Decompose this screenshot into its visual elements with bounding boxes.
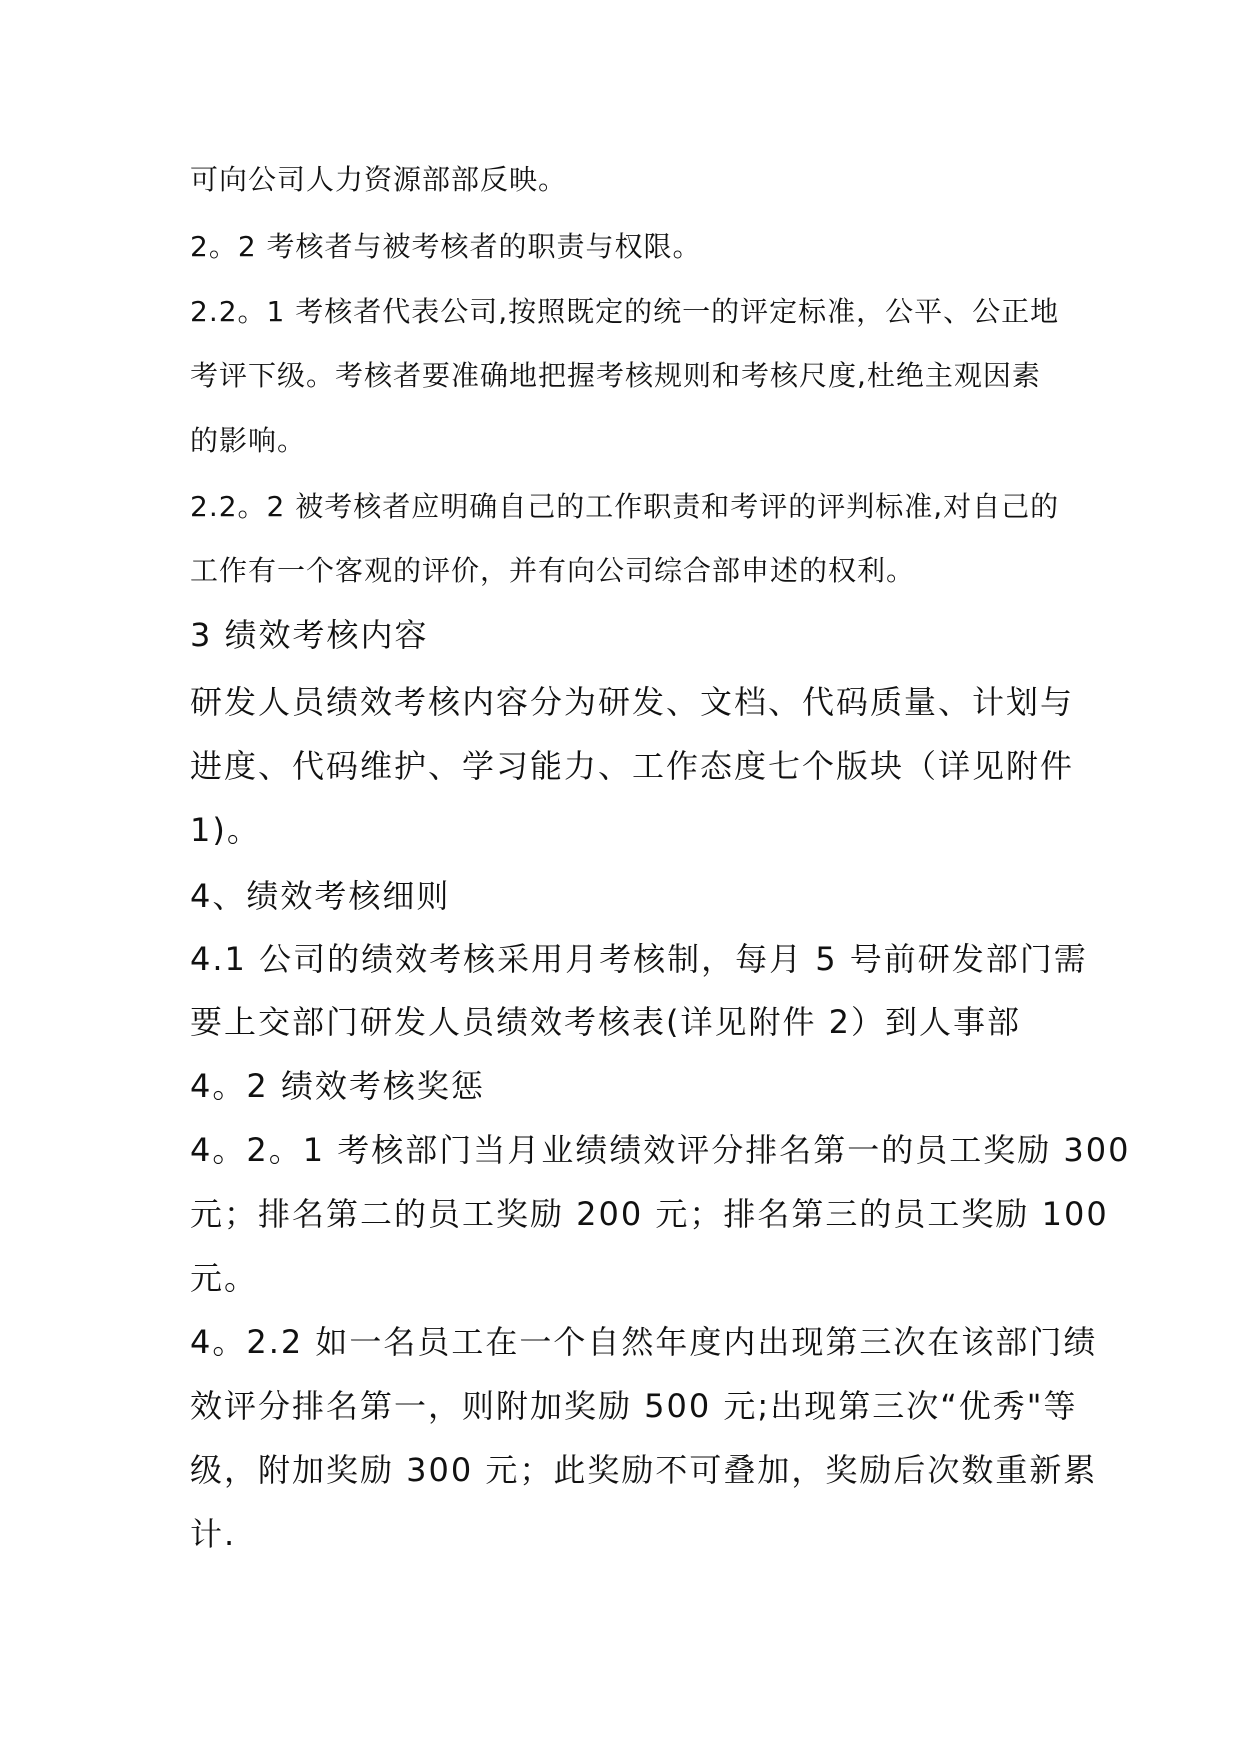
text-line: 2.2。1 考核者代表公司,按照既定的统一的评定标准，公平、公正地 [190,295,1060,328]
section-heading-2-2: 2。2 考核者与被考核者的职责与权限。 [190,230,702,263]
text-line: 工作有一个客观的评价，并有向公司综合部申述的权利。 [190,554,916,587]
section-heading-4: 4、绩效考核细则 [190,877,451,915]
text-line: 计. [190,1515,237,1553]
section-heading-4-2: 4。2 绩效考核奖惩 [190,1067,485,1105]
text-line: 考评下级。考核者要准确地把握考核规则和考核尺度,杜绝主观因素 [190,359,1041,392]
text-line: 效评分排名第一，则附加奖励 500 元;出现第三次“优秀"等 [190,1387,1078,1425]
text-line: 的影响。 [190,424,307,457]
text-line: 4。2。1 考核部门当月业绩绩效评分排名第一的员工奖励 300 [190,1131,1131,1169]
text-line: 1)。 [190,811,261,849]
text-line: 可向公司人力资源部部反映。 [190,163,568,196]
text-line: 元；排名第二的员工奖励 200 元；排名第三的员工奖励 100 [190,1195,1109,1233]
text-line: 要上交部门研发人员绩效考核表(详见附件 2）到人事部 [190,1003,1022,1041]
section-heading-3: 3 绩效考核内容 [190,616,429,654]
text-line: 4。2.2 如一名员工在一个自然年度内出现第三次在该部门绩 [190,1323,1098,1361]
text-line: 研发人员绩效考核内容分为研发、文档、代码质量、计划与 [190,683,1075,721]
text-line: 进度、代码维护、学习能力、工作态度七个版块（详见附件 [190,747,1075,785]
text-line: 2.2。2 被考核者应明确自己的工作职责和考评的评判标准,对自己的 [190,490,1060,523]
text-line: 级，附加奖励 300 元；此奖励不可叠加，奖励后次数重新累 [190,1451,1098,1489]
text-line: 元。 [190,1259,259,1297]
text-line: 4.1 公司的绩效考核采用月考核制，每月 5 号前研发部门需 [190,940,1088,978]
